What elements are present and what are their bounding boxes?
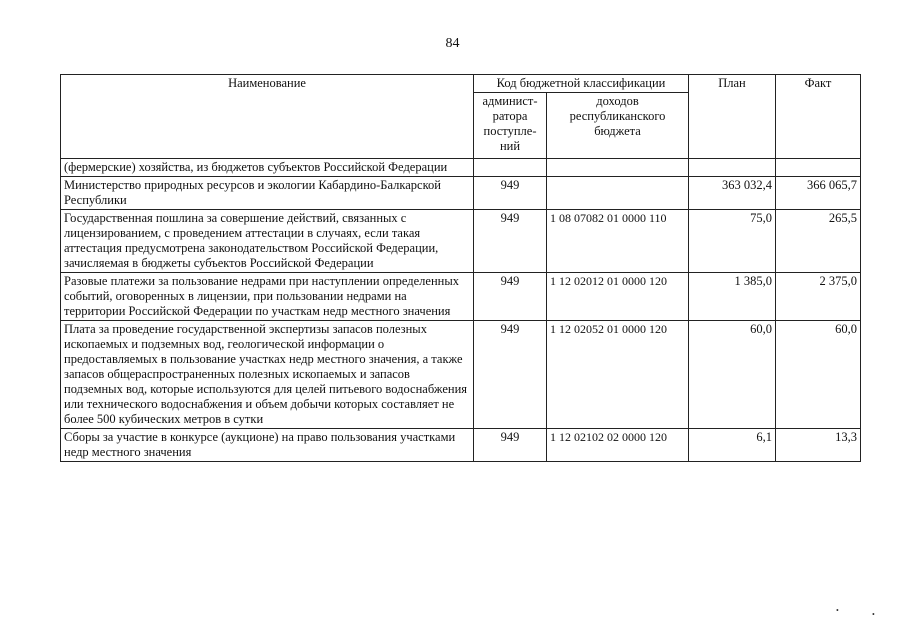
row-income-code: 1 12 02012 01 0000 120 xyxy=(547,273,689,321)
row-plan: 363 032,4 xyxy=(689,177,776,210)
row-fact: 13,3 xyxy=(776,429,861,462)
table-row xyxy=(61,429,861,462)
row-fact: 2 375,0 xyxy=(776,273,861,321)
table-row xyxy=(61,177,861,210)
scan-artifact-mark: • xyxy=(872,610,875,619)
scan-artifact-mark: • xyxy=(836,606,839,615)
row-admin-code: 949 xyxy=(474,210,547,273)
budget-revenue-table xyxy=(60,74,861,462)
row-admin-code: 949 xyxy=(474,273,547,321)
row-plan: 75,0 xyxy=(689,210,776,273)
table-row xyxy=(61,273,861,321)
table-row xyxy=(61,159,861,177)
row-name: (фермерские) хозяйства, из бюджетов субъектов Российской Федерации xyxy=(61,159,474,177)
row-fact: 265,5 xyxy=(776,210,861,273)
row-name: Сборы за участие в конкурсе (аукционе) на право пользования участками недр местного значения xyxy=(61,429,474,462)
row-plan: 1 385,0 xyxy=(689,273,776,321)
row-income-code: 1 12 02102 02 0000 120 xyxy=(547,429,689,462)
header-admin: админист-ратора поступле-ний xyxy=(474,93,547,159)
row-income-code xyxy=(547,177,689,210)
row-name: Разовые платежи за пользование недрами при наступлении определенных событий, оговоренных в лицензии, при пользовании недрами на территории Российской Федерации по участкам недр местного значения xyxy=(61,273,474,321)
row-admin-code: 949 xyxy=(474,321,547,429)
header-fact: Факт xyxy=(776,75,861,159)
row-fact: 366 065,7 xyxy=(776,177,861,210)
row-plan: 6,1 xyxy=(689,429,776,462)
row-plan: 60,0 xyxy=(689,321,776,429)
page-number: 84 xyxy=(445,36,460,51)
table-row xyxy=(61,210,861,273)
row-name: Министерство природных ресурсов и экологии Кабардино-Балкарской Республики xyxy=(61,177,474,210)
row-admin-code xyxy=(474,159,547,177)
header-name: Наименование xyxy=(61,75,474,159)
table-row xyxy=(61,321,861,429)
row-name: Государственная пошлина за совершение действий, связанных с лицензированием, с проведением аттестации в случаях, если такая аттестация предусмотрена законодательством Российской Федерации, зачисляемая в бюджеты субъектов Российской Федерации xyxy=(61,210,474,273)
row-income-code: 1 12 02052 01 0000 120 xyxy=(547,321,689,429)
row-fact xyxy=(776,159,861,177)
row-plan xyxy=(689,159,776,177)
header-budget-code: Код бюджетной классификации xyxy=(474,75,689,93)
header-income: доходов республиканского бюджета xyxy=(547,93,689,159)
row-income-code xyxy=(547,159,689,177)
row-income-code: 1 08 07082 01 0000 110 xyxy=(547,210,689,273)
row-admin-code: 949 xyxy=(474,177,547,210)
row-admin-code: 949 xyxy=(474,429,547,462)
row-fact: 60,0 xyxy=(776,321,861,429)
row-name: Плата за проведение государственной экспертизы запасов полезных ископаемых и подземных вод, геологической информации о предоставляемых в пользование участках недр местного значения, а также запасов общераспространенных полезных ископаемых и запасов подземных вод, которые используются для целей питьевого водоснабжения или технического водоснабжения и объем добычи которых составляет не более 500 кубических метров в сутки xyxy=(61,321,474,429)
header-plan: План xyxy=(689,75,776,159)
